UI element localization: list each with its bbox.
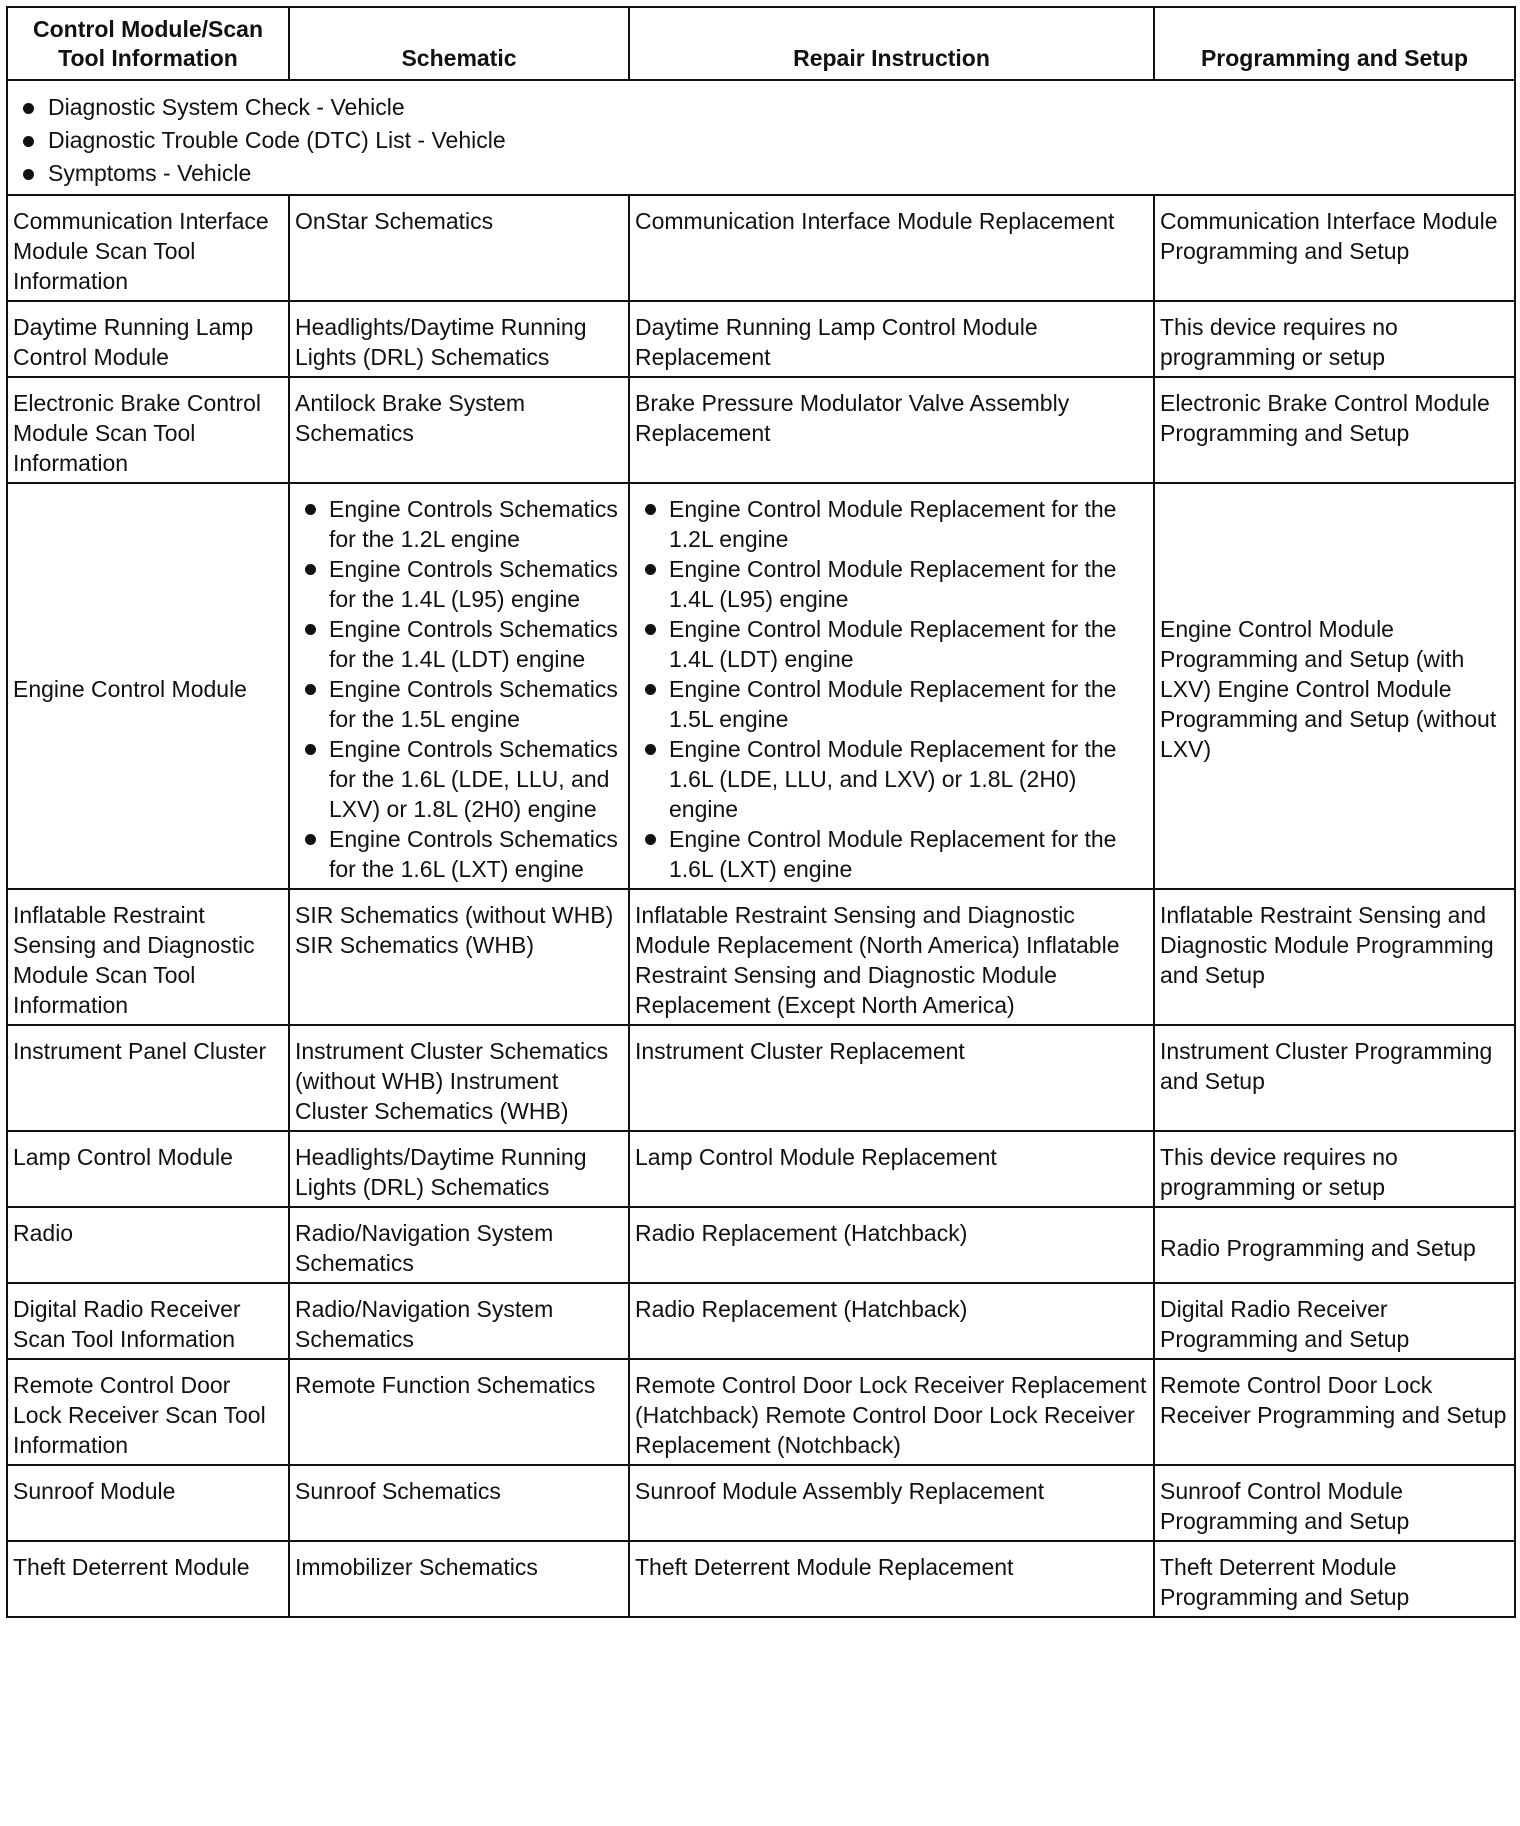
module-cell: Theft Deterrent Module (7, 1541, 289, 1617)
module-cell: Daytime Running Lamp Control Module (7, 301, 289, 377)
header-module: Control Module/Scan Tool Information (7, 7, 289, 80)
list-item[interactable]: Engine Controls Schematics for the 1.2L engine (295, 494, 623, 554)
module-cell: Lamp Control Module (7, 1131, 289, 1207)
module-cell: Radio (7, 1207, 289, 1283)
header-programming: Programming and Setup (1154, 7, 1515, 80)
repair-cell[interactable]: Daytime Running Lamp Control Module Replacement (629, 301, 1154, 377)
programming-cell[interactable]: Sunroof Control Module Programming and Setup (1154, 1465, 1515, 1541)
programming-cell[interactable]: Radio Programming and Setup (1154, 1207, 1515, 1283)
header-repair: Repair Instruction (629, 7, 1154, 80)
list-item[interactable]: Engine Control Module Replacement for the 1.6L (LXT) engine (635, 824, 1148, 884)
table-row (7, 1025, 1515, 1131)
list-item[interactable]: Engine Controls Schematics for the 1.5L engine (295, 674, 623, 734)
module-cell: Sunroof Module (7, 1465, 289, 1541)
schematic-list (295, 494, 623, 884)
programming-cell[interactable]: Electronic Brake Control Module Programming and Setup (1154, 377, 1515, 483)
list-item[interactable]: Engine Control Module Replacement for the 1.6L (LDE, LLU, and LXV) or 1.8L (2H0) engine (635, 734, 1148, 824)
module-cell: Instrument Panel Cluster (7, 1025, 289, 1131)
header-row (7, 7, 1515, 80)
schematic-cell[interactable]: OnStar Schematics (289, 195, 629, 301)
programming-cell: This device requires no programming or setup (1154, 301, 1515, 377)
schematic-cell[interactable]: Antilock Brake System Schematics (289, 377, 629, 483)
repair-cell (629, 483, 1154, 889)
list-item[interactable]: Engine Controls Schematics for the 1.6L (LXT) engine (295, 824, 623, 884)
module-cell: Engine Control Module (7, 483, 289, 889)
repair-cell[interactable]: Sunroof Module Assembly Replacement (629, 1465, 1154, 1541)
list-item[interactable]: Engine Control Module Replacement for the 1.5L engine (635, 674, 1148, 734)
module-cell[interactable]: Inflatable Restraint Sensing and Diagnostic Module Scan Tool Information (7, 889, 289, 1025)
programming-cell[interactable]: Theft Deterrent Module Programming and Setup (1154, 1541, 1515, 1617)
repair-cell[interactable]: Communication Interface Module Replacement (629, 195, 1154, 301)
schematic-cell[interactable]: Headlights/Daytime Running Lights (DRL) Schematics (289, 1131, 629, 1207)
schematic-cell[interactable]: Radio/Navigation System Schematics (289, 1207, 629, 1283)
repair-cell[interactable]: Radio Replacement (Hatchback) (629, 1207, 1154, 1283)
general-links-list (13, 91, 1509, 190)
repair-cell[interactable]: Lamp Control Module Replacement (629, 1131, 1154, 1207)
control-module-table (6, 6, 1516, 1618)
repair-cell[interactable]: Radio Replacement (Hatchback) (629, 1283, 1154, 1359)
schematic-cell[interactable]: Sunroof Schematics (289, 1465, 629, 1541)
programming-cell[interactable]: Inflatable Restraint Sensing and Diagnostic Module Programming and Setup (1154, 889, 1515, 1025)
programming-cell: This device requires no programming or setup (1154, 1131, 1515, 1207)
link-symptoms[interactable]: Symptoms - Vehicle (13, 157, 1509, 190)
repair-cell[interactable]: Theft Deterrent Module Replacement (629, 1541, 1154, 1617)
general-links-cell (7, 80, 1515, 195)
header-schematic: Schematic (289, 7, 629, 80)
repair-cell[interactable]: Instrument Cluster Replacement (629, 1025, 1154, 1131)
table-row (7, 195, 1515, 301)
repair-cell[interactable]: Inflatable Restraint Sensing and Diagnostic Module Replacement (North America) Inflatable Restraint Sensing and Diagnostic Module Replacement (Except North America) (629, 889, 1154, 1025)
table-row (7, 889, 1515, 1025)
module-cell[interactable]: Remote Control Door Lock Receiver Scan Tool Information (7, 1359, 289, 1465)
link-dtc-list[interactable]: Diagnostic Trouble Code (DTC) List - Vehicle (13, 124, 1509, 157)
programming-cell[interactable]: Communication Interface Module Programming and Setup (1154, 195, 1515, 301)
table-row (7, 1465, 1515, 1541)
table-row (7, 1283, 1515, 1359)
module-cell[interactable]: Electronic Brake Control Module Scan Tool Information (7, 377, 289, 483)
document-page (6, 6, 1514, 1618)
repair-cell[interactable]: Remote Control Door Lock Receiver Replacement (Hatchback) Remote Control Door Lock Receiver Replacement (Notchback) (629, 1359, 1154, 1465)
schematic-cell[interactable]: Instrument Cluster Schematics (without WHB) Instrument Cluster Schematics (WHB) (289, 1025, 629, 1131)
table-row (7, 301, 1515, 377)
programming-cell[interactable]: Instrument Cluster Programming and Setup (1154, 1025, 1515, 1131)
table-row (7, 1207, 1515, 1283)
table-row (7, 1131, 1515, 1207)
list-item[interactable]: Engine Controls Schematics for the 1.6L (LDE, LLU, and LXV) or 1.8L (2H0) engine (295, 734, 623, 824)
programming-cell[interactable]: Remote Control Door Lock Receiver Programming and Setup (1154, 1359, 1515, 1465)
list-item[interactable]: Engine Controls Schematics for the 1.4L (L95) engine (295, 554, 623, 614)
list-item[interactable]: Engine Control Module Replacement for the 1.4L (L95) engine (635, 554, 1148, 614)
table-row (7, 377, 1515, 483)
table-row (7, 1359, 1515, 1465)
schematic-cell (289, 483, 629, 889)
programming-cell[interactable]: Digital Radio Receiver Programming and Setup (1154, 1283, 1515, 1359)
link-diagnostic-system-check[interactable]: Diagnostic System Check - Vehicle (13, 91, 1509, 124)
list-item[interactable]: Engine Controls Schematics for the 1.4L (LDT) engine (295, 614, 623, 674)
table-row (7, 1541, 1515, 1617)
module-cell[interactable]: Digital Radio Receiver Scan Tool Information (7, 1283, 289, 1359)
table-row-engine-control-module (7, 483, 1515, 889)
module-cell[interactable]: Communication Interface Module Scan Tool Information (7, 195, 289, 301)
schematic-cell[interactable]: Radio/Navigation System Schematics (289, 1283, 629, 1359)
programming-cell[interactable]: Engine Control Module Programming and Setup (with LXV) Engine Control Module Programming and Setup (without LXV) (1154, 483, 1515, 889)
schematic-cell[interactable]: Immobilizer Schematics (289, 1541, 629, 1617)
general-links-row (7, 80, 1515, 195)
repair-cell[interactable]: Brake Pressure Modulator Valve Assembly Replacement (629, 377, 1154, 483)
schematic-cell[interactable]: Headlights/Daytime Running Lights (DRL) Schematics (289, 301, 629, 377)
schematic-cell[interactable]: SIR Schematics (without WHB) SIR Schematics (WHB) (289, 889, 629, 1025)
schematic-cell[interactable]: Remote Function Schematics (289, 1359, 629, 1465)
list-item[interactable]: Engine Control Module Replacement for the 1.2L engine (635, 494, 1148, 554)
repair-list (635, 494, 1148, 884)
list-item[interactable]: Engine Control Module Replacement for the 1.4L (LDT) engine (635, 614, 1148, 674)
